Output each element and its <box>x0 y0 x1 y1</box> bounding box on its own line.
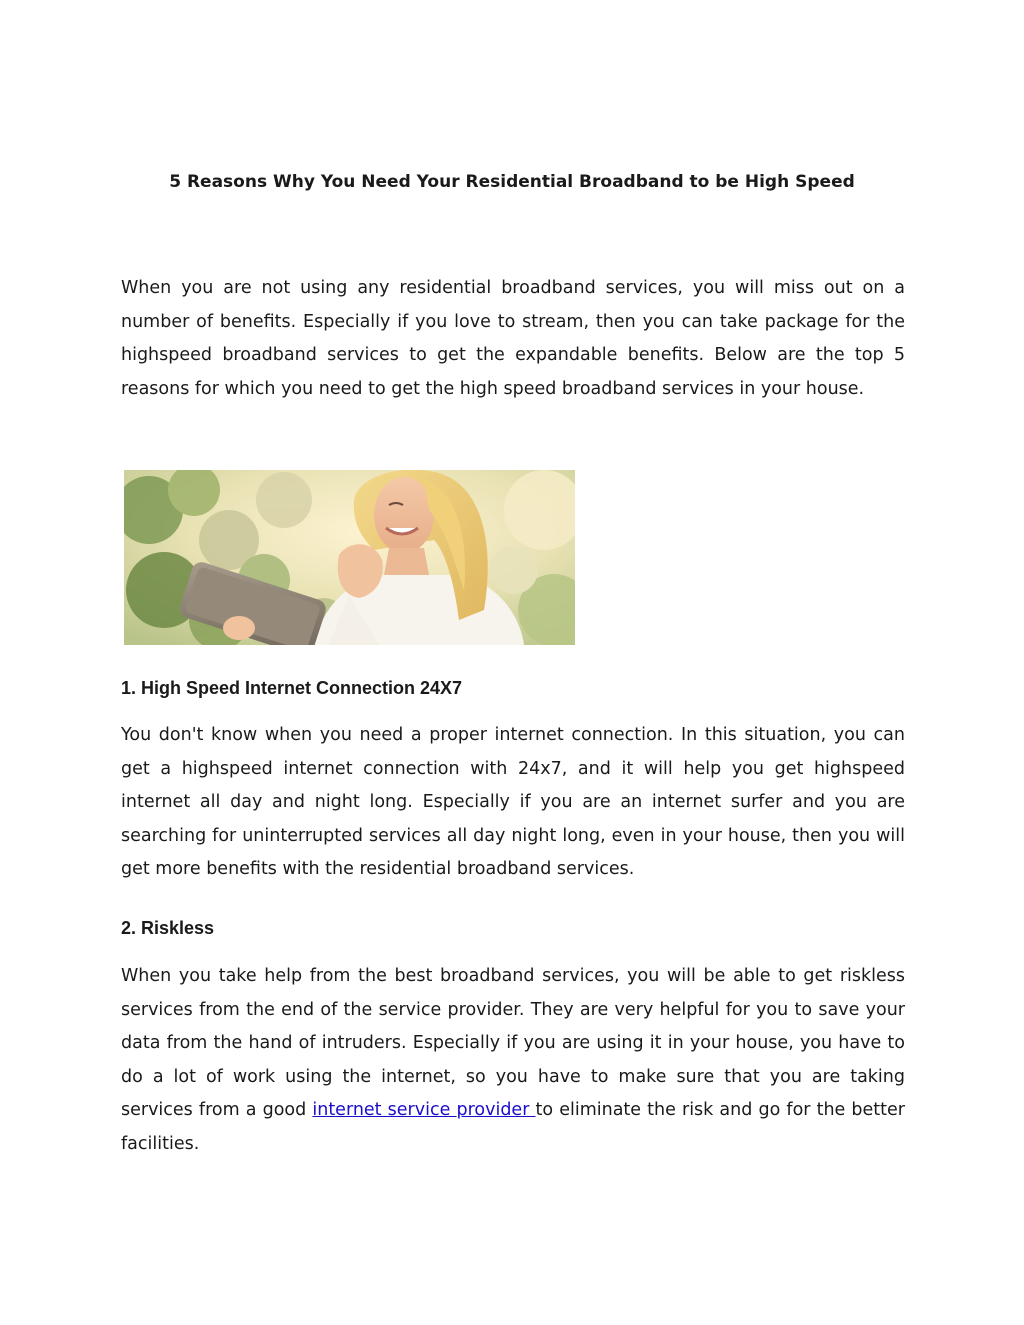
section-2-heading: 2. Riskless <box>121 918 215 938</box>
section-2-body-before-link: When you take help from the best broadband services, you will be able to get riskless services from the end of the service provider. They are very helpful for you to save your data from the hand of intruders. Especially if you are using it in your house, you have to do a lot of work using the internet, so you have to make sure that you are taking services from a good <box>121 966 905 1121</box>
document-title: 5 Reasons Why You Need Your Residential Broadband to be High Speed <box>169 172 855 192</box>
woman-with-tablet-photo <box>124 470 575 645</box>
section-1-heading: 1. High Speed Internet Connection 24X7 <box>121 678 463 698</box>
intro-paragraph: When you are not using any residential broadband services, you will miss out on a number of benefits. Especially if you love to stream, then you can take package for the highspeed broadband services to get the expandable benefits. Below are the top 5 reasons for which you need to get the high speed broadband services in your house. <box>121 278 905 399</box>
section-2-body <box>121 960 905 1162</box>
section-2-body-after-link: to eliminate the risk and go for the better facilities. <box>121 1100 905 1154</box>
internet-service-provider-link[interactable]: internet service provider <box>312 1100 536 1121</box>
section-1-body: You don't know when you need a proper internet connection. In this situation, you can get a highspeed internet connection with 24x7, and it will help you get highspeed internet all day and night long. Especially if you are an internet surfer and you are searching for uninterrupted services all day night long, even in your house, then you will get more benefits with the residential broadband services. <box>121 725 905 880</box>
